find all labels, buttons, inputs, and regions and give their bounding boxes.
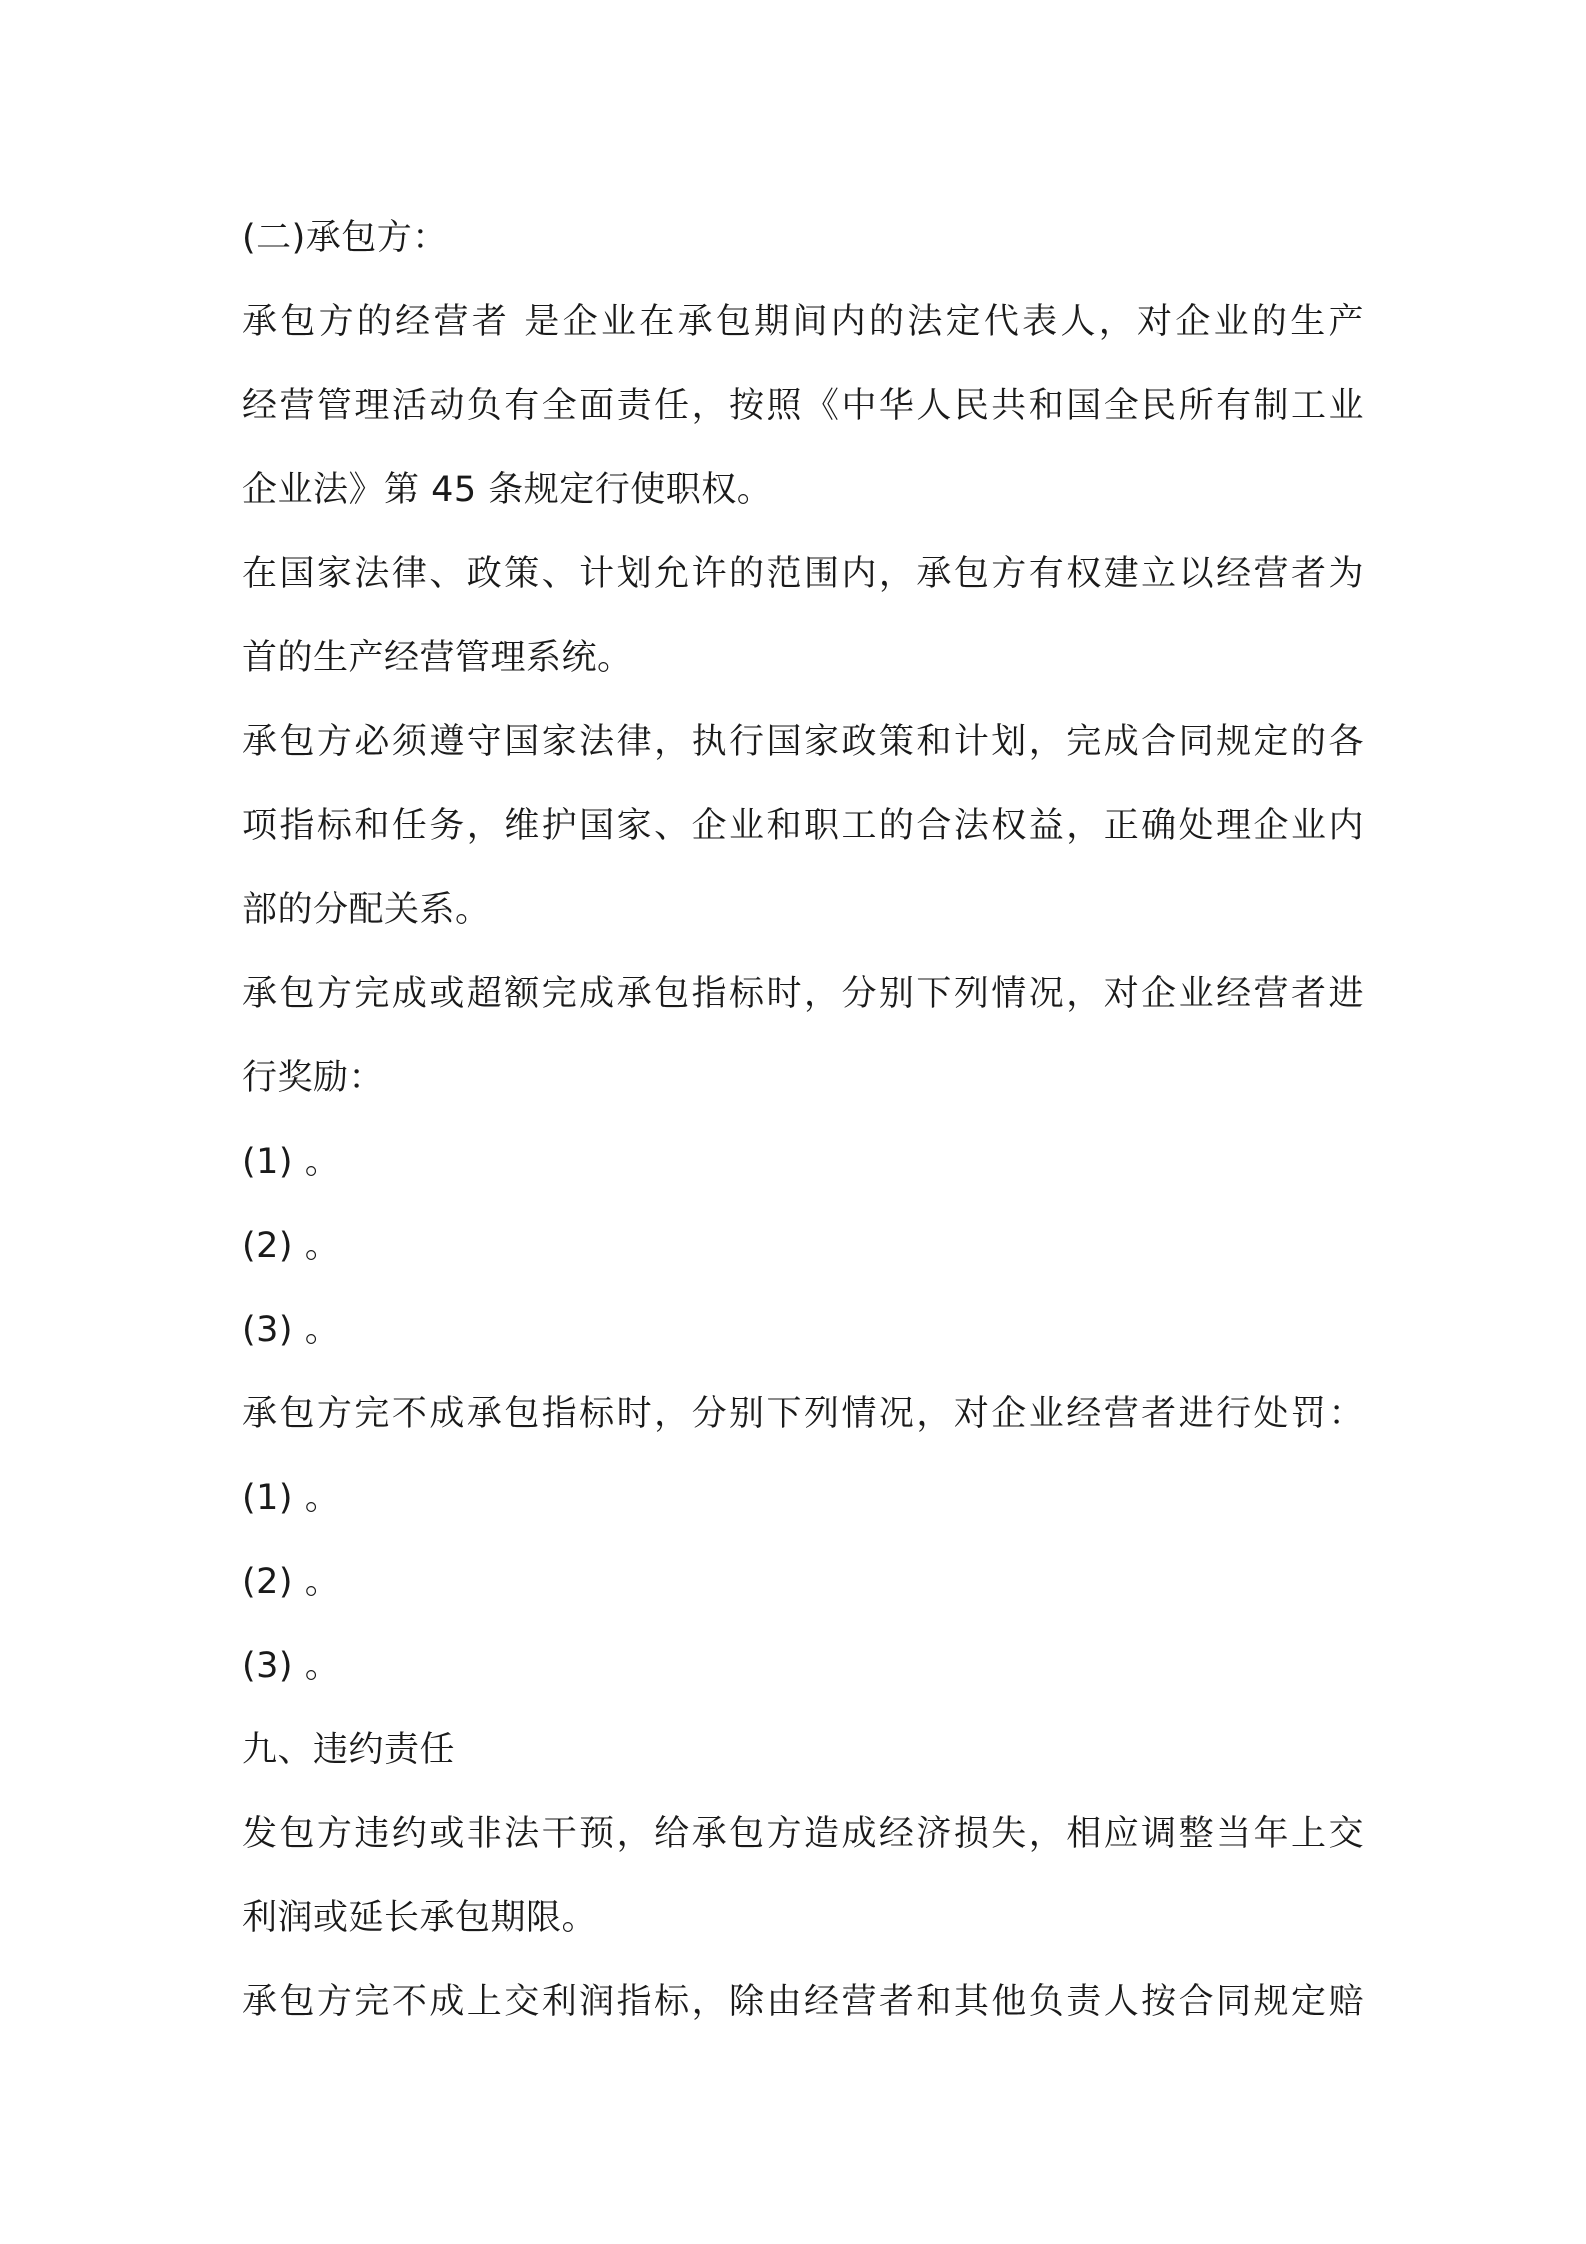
text-line: 在国家法律、政策、计划允许的范围内，承包方有权建立以经营者为 bbox=[242, 554, 1364, 594]
text-line: (3) 。 bbox=[242, 1646, 341, 1686]
text-line: (2) 。 bbox=[242, 1562, 341, 1602]
text-line: 发包方违约或非法干预，给承包方造成经济损失，相应调整当年上交 bbox=[242, 1814, 1364, 1854]
text-line: 首的生产经营管理系统。 bbox=[242, 638, 633, 678]
text-line: (2) 。 bbox=[242, 1226, 341, 1266]
text-line: 利润或延长承包期限。 bbox=[242, 1898, 598, 1938]
text-line: 承包方必须遵守国家法律，执行国家政策和计划，完成合同规定的各 bbox=[242, 722, 1364, 762]
text-line: (3) 。 bbox=[242, 1310, 341, 1350]
text-line: 承包方完不成承包指标时，分别下列情况，对企业经营者进行处罚： bbox=[242, 1394, 1364, 1434]
text-line: (二)承包方： bbox=[242, 218, 448, 258]
text-line: 部的分配关系。 bbox=[242, 890, 491, 930]
text-line: (1) 。 bbox=[242, 1142, 341, 1182]
text-line: (1) 。 bbox=[242, 1478, 341, 1518]
document-body bbox=[242, 196, 1364, 2044]
text-line: 承包方完成或超额完成承包指标时，分别下列情况，对企业经营者进 bbox=[242, 974, 1364, 1014]
text-line: 企业法》第 45 条规定行使职权。 bbox=[242, 470, 773, 510]
text-line: 行奖励： bbox=[242, 1058, 385, 1098]
text-line: 承包方的经营者 是企业在承包期间内的法定代表人，对企业的生产 bbox=[242, 302, 1364, 342]
text-line: 经营管理活动负有全面责任，按照《中华人民共和国全民所有制工业 bbox=[242, 386, 1364, 426]
text-line: 项指标和任务，维护国家、企业和职工的合法权益，正确处理企业内 bbox=[242, 806, 1364, 846]
text-line: 承包方完不成上交利润指标，除由经营者和其他负责人按合同规定赔 bbox=[242, 1982, 1364, 2022]
text-line: 九、违约责任 bbox=[242, 1730, 456, 1770]
